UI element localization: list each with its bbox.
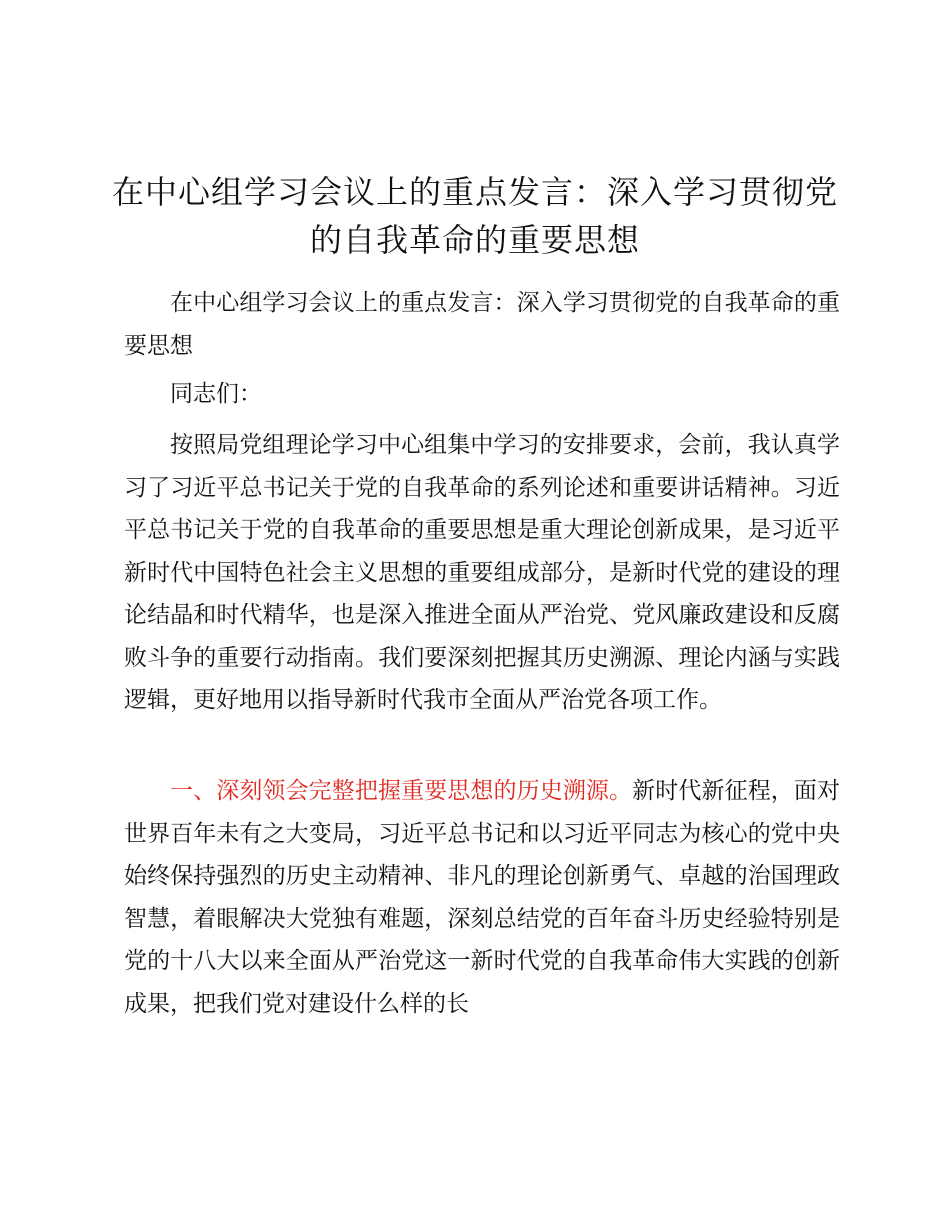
subtitle-paragraph: 在中心组学习会议上的重点发言：深入学习贯彻党的自我革命的重要思想: [124, 290, 840, 359]
section-1-paragraph: [124, 770, 840, 1025]
intro-paragraph: 按照局党组理论学习中心组集中学习的安排要求，会前，我认真学习了习近平总书记关于党的自我革命的系列论述和重要讲话精神。习近平总书记关于党的自我革命的重要思想是重大理论创新成果，是习近平新时代中国特色社会主义思想的重要组成部分，是新时代党的建设的理论结晶和时代精华，也是深入推进全面从严治党、党风廉政建设和反腐败斗争的重要行动指南。我们要深刻把握其历史溯源、理论内涵与实践逻辑，更好地用以指导新时代我市全面从严治党各项工作。: [124, 432, 840, 713]
greeting-paragraph: 同志们：: [170, 381, 262, 407]
section-1-text: 新时代新征程，面对世界百年未有之大变局，习近平总书记和以习近平同志为核心的党中央始终保持强烈的历史主动精神、非凡的理论创新勇气、卓越的治国理政智慧，着眼解决大党独有难题，深刻总结党的百年奋斗历史经验特别是党的十八大以来全面从严治党这一新时代党的自我革命伟大实践的创新成果，把我们党对建设什么样的长: [124, 778, 841, 1017]
section-1-heading: 一、深刻领会完整把握重要思想的历史溯源。: [170, 778, 633, 804]
document-title: 在中心组学习会议上的重点发言：深入学习贯彻党的自我革命的重要思想: [111, 173, 838, 259]
